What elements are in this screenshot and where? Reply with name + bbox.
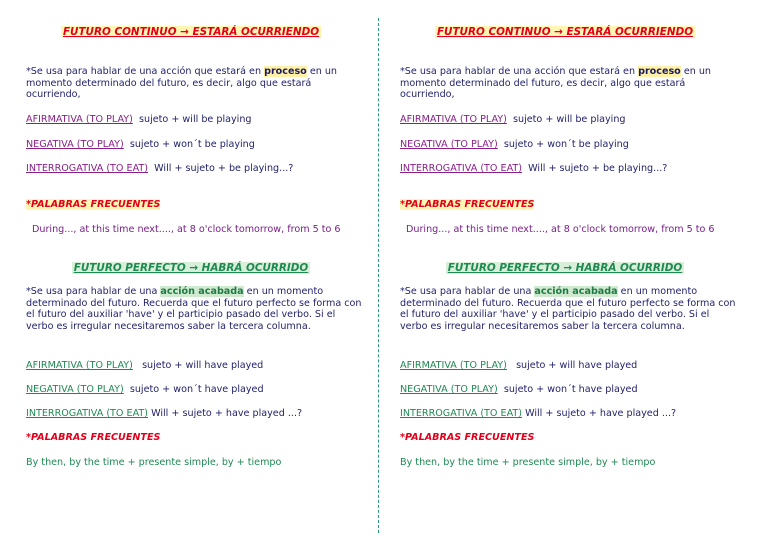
perfecto-frequent-words: By then, by the time + presente simple, by + tiempo [26, 457, 282, 468]
continuo-afirmativa-row [26, 114, 252, 125]
perfecto-afirmativa-row [26, 360, 263, 371]
perfecto-interrogativa-row [26, 408, 302, 419]
continuo-afirmativa-text: sujeto + will be playing [513, 114, 626, 125]
continuo-interrogativa-row [400, 163, 667, 174]
continuo-frequent-label: *PALABRAS FRECUENTES [400, 199, 535, 210]
perfecto-negativa-text: sujeto + won´t have played [503, 384, 638, 395]
perfecto-afirmativa-row [400, 360, 637, 371]
futuro-perfecto-description: *Se usa para hablar de una acción acabada en un momento determinado del futuro. Recuerda que el futuro perfecto se forma con el futuro del auxiliar 'have' y el participio pasado del verbo. Si el verbo es irregular necesitaremos saber la tercera columna. [400, 286, 736, 332]
perfecto-frequent-label: *PALABRAS FRECUENTES [26, 432, 161, 443]
perfecto-afirmativa-label: AFIRMATIVA (TO PLAY) [400, 360, 507, 371]
perfecto-negativa-label: NEGATIVA (TO PLAY) [26, 384, 124, 395]
continuo-negativa-label: NEGATIVA (TO PLAY) [400, 139, 498, 150]
continuo-interrogativa-label: INTERROGATIVA (TO EAT) [400, 163, 523, 174]
perfecto-afirmativa-label: AFIRMATIVA (TO PLAY) [26, 360, 133, 371]
continuo-negativa-row [400, 139, 629, 150]
continuo-negativa-text: sujeto + won´t be playing [129, 139, 255, 150]
continuo-afirmativa-label: AFIRMATIVA (TO PLAY) [26, 114, 133, 125]
continuo-frequent-label: *PALABRAS FRECUENTES [26, 199, 161, 210]
continuo-interrogativa-row [26, 163, 293, 174]
perfecto-negativa-row [400, 384, 638, 395]
continuo-frequent-words: During..., at this time next...., at 8 o'clock tomorrow, from 5 to 6 [32, 224, 341, 235]
continuo-frequent-words: During..., at this time next...., at 8 o'clock tomorrow, from 5 to 6 [406, 224, 715, 235]
futuro-continuo-title: FUTURO CONTINUO → ESTARÁ OCURRIENDO [436, 26, 694, 38]
futuro-continuo-description: *Se usa para hablar de una acción que estará en proceso en un momento determinado del futuro, es decir, algo que estará ocurriendo, [400, 66, 712, 101]
perfecto-interrogativa-text: Will + sujeto + have played ...? [525, 408, 677, 419]
proceso-highlight: proceso [638, 66, 681, 77]
continuo-afirmativa-row [400, 114, 626, 125]
perfecto-interrogativa-label: INTERROGATIVA (TO EAT) [26, 408, 149, 419]
perfecto-afirmativa-text: sujeto + will have played [516, 360, 638, 371]
perfecto-negativa-text: sujeto + won´t have played [129, 384, 264, 395]
continuo-negativa-label: NEGATIVA (TO PLAY) [26, 139, 124, 150]
futuro-continuo-description: *Se usa para hablar de una acción que estará en proceso en un momento determinado del futuro, es decir, algo que estará ocurriendo, [26, 66, 338, 101]
column-divider [378, 18, 379, 533]
continuo-negativa-text: sujeto + won´t be playing [503, 139, 629, 150]
perfecto-interrogativa-label: INTERROGATIVA (TO EAT) [400, 408, 523, 419]
perfecto-interrogativa-row [400, 408, 676, 419]
perfecto-interrogativa-text: Will + sujeto + have played ...? [151, 408, 303, 419]
perfecto-afirmativa-text: sujeto + will have played [142, 360, 264, 371]
continuo-interrogativa-text: Will + sujeto + be playing...? [528, 163, 668, 174]
futuro-perfecto-title: FUTURO PERFECTO → HABRÁ OCURRIDO [447, 262, 683, 274]
perfecto-negativa-row [26, 384, 264, 395]
futuro-perfecto-description: *Se usa para hablar de una acción acabada en un momento determinado del futuro. Recuerda que el futuro perfecto se forma con el futuro del auxiliar 'have' y el participio pasado del verbo. Si el verbo es irregular necesitaremos saber la tercera columna. [26, 286, 362, 332]
futuro-continuo-title: FUTURO CONTINUO → ESTARÁ OCURRIENDO [62, 26, 320, 38]
perfecto-frequent-label: *PALABRAS FRECUENTES [400, 432, 535, 443]
continuo-interrogativa-label: INTERROGATIVA (TO EAT) [26, 163, 149, 174]
accion-acabada-highlight: acción acabada [534, 286, 618, 297]
perfecto-negativa-label: NEGATIVA (TO PLAY) [400, 384, 498, 395]
accion-acabada-highlight: acción acabada [160, 286, 244, 297]
perfecto-frequent-words: By then, by the time + presente simple, by + tiempo [400, 457, 656, 468]
futuro-perfecto-title: FUTURO PERFECTO → HABRÁ OCURRIDO [73, 262, 309, 274]
continuo-interrogativa-text: Will + sujeto + be playing...? [154, 163, 294, 174]
continuo-negativa-row [26, 139, 255, 150]
proceso-highlight: proceso [264, 66, 307, 77]
continuo-afirmativa-label: AFIRMATIVA (TO PLAY) [400, 114, 507, 125]
continuo-afirmativa-text: sujeto + will be playing [139, 114, 252, 125]
